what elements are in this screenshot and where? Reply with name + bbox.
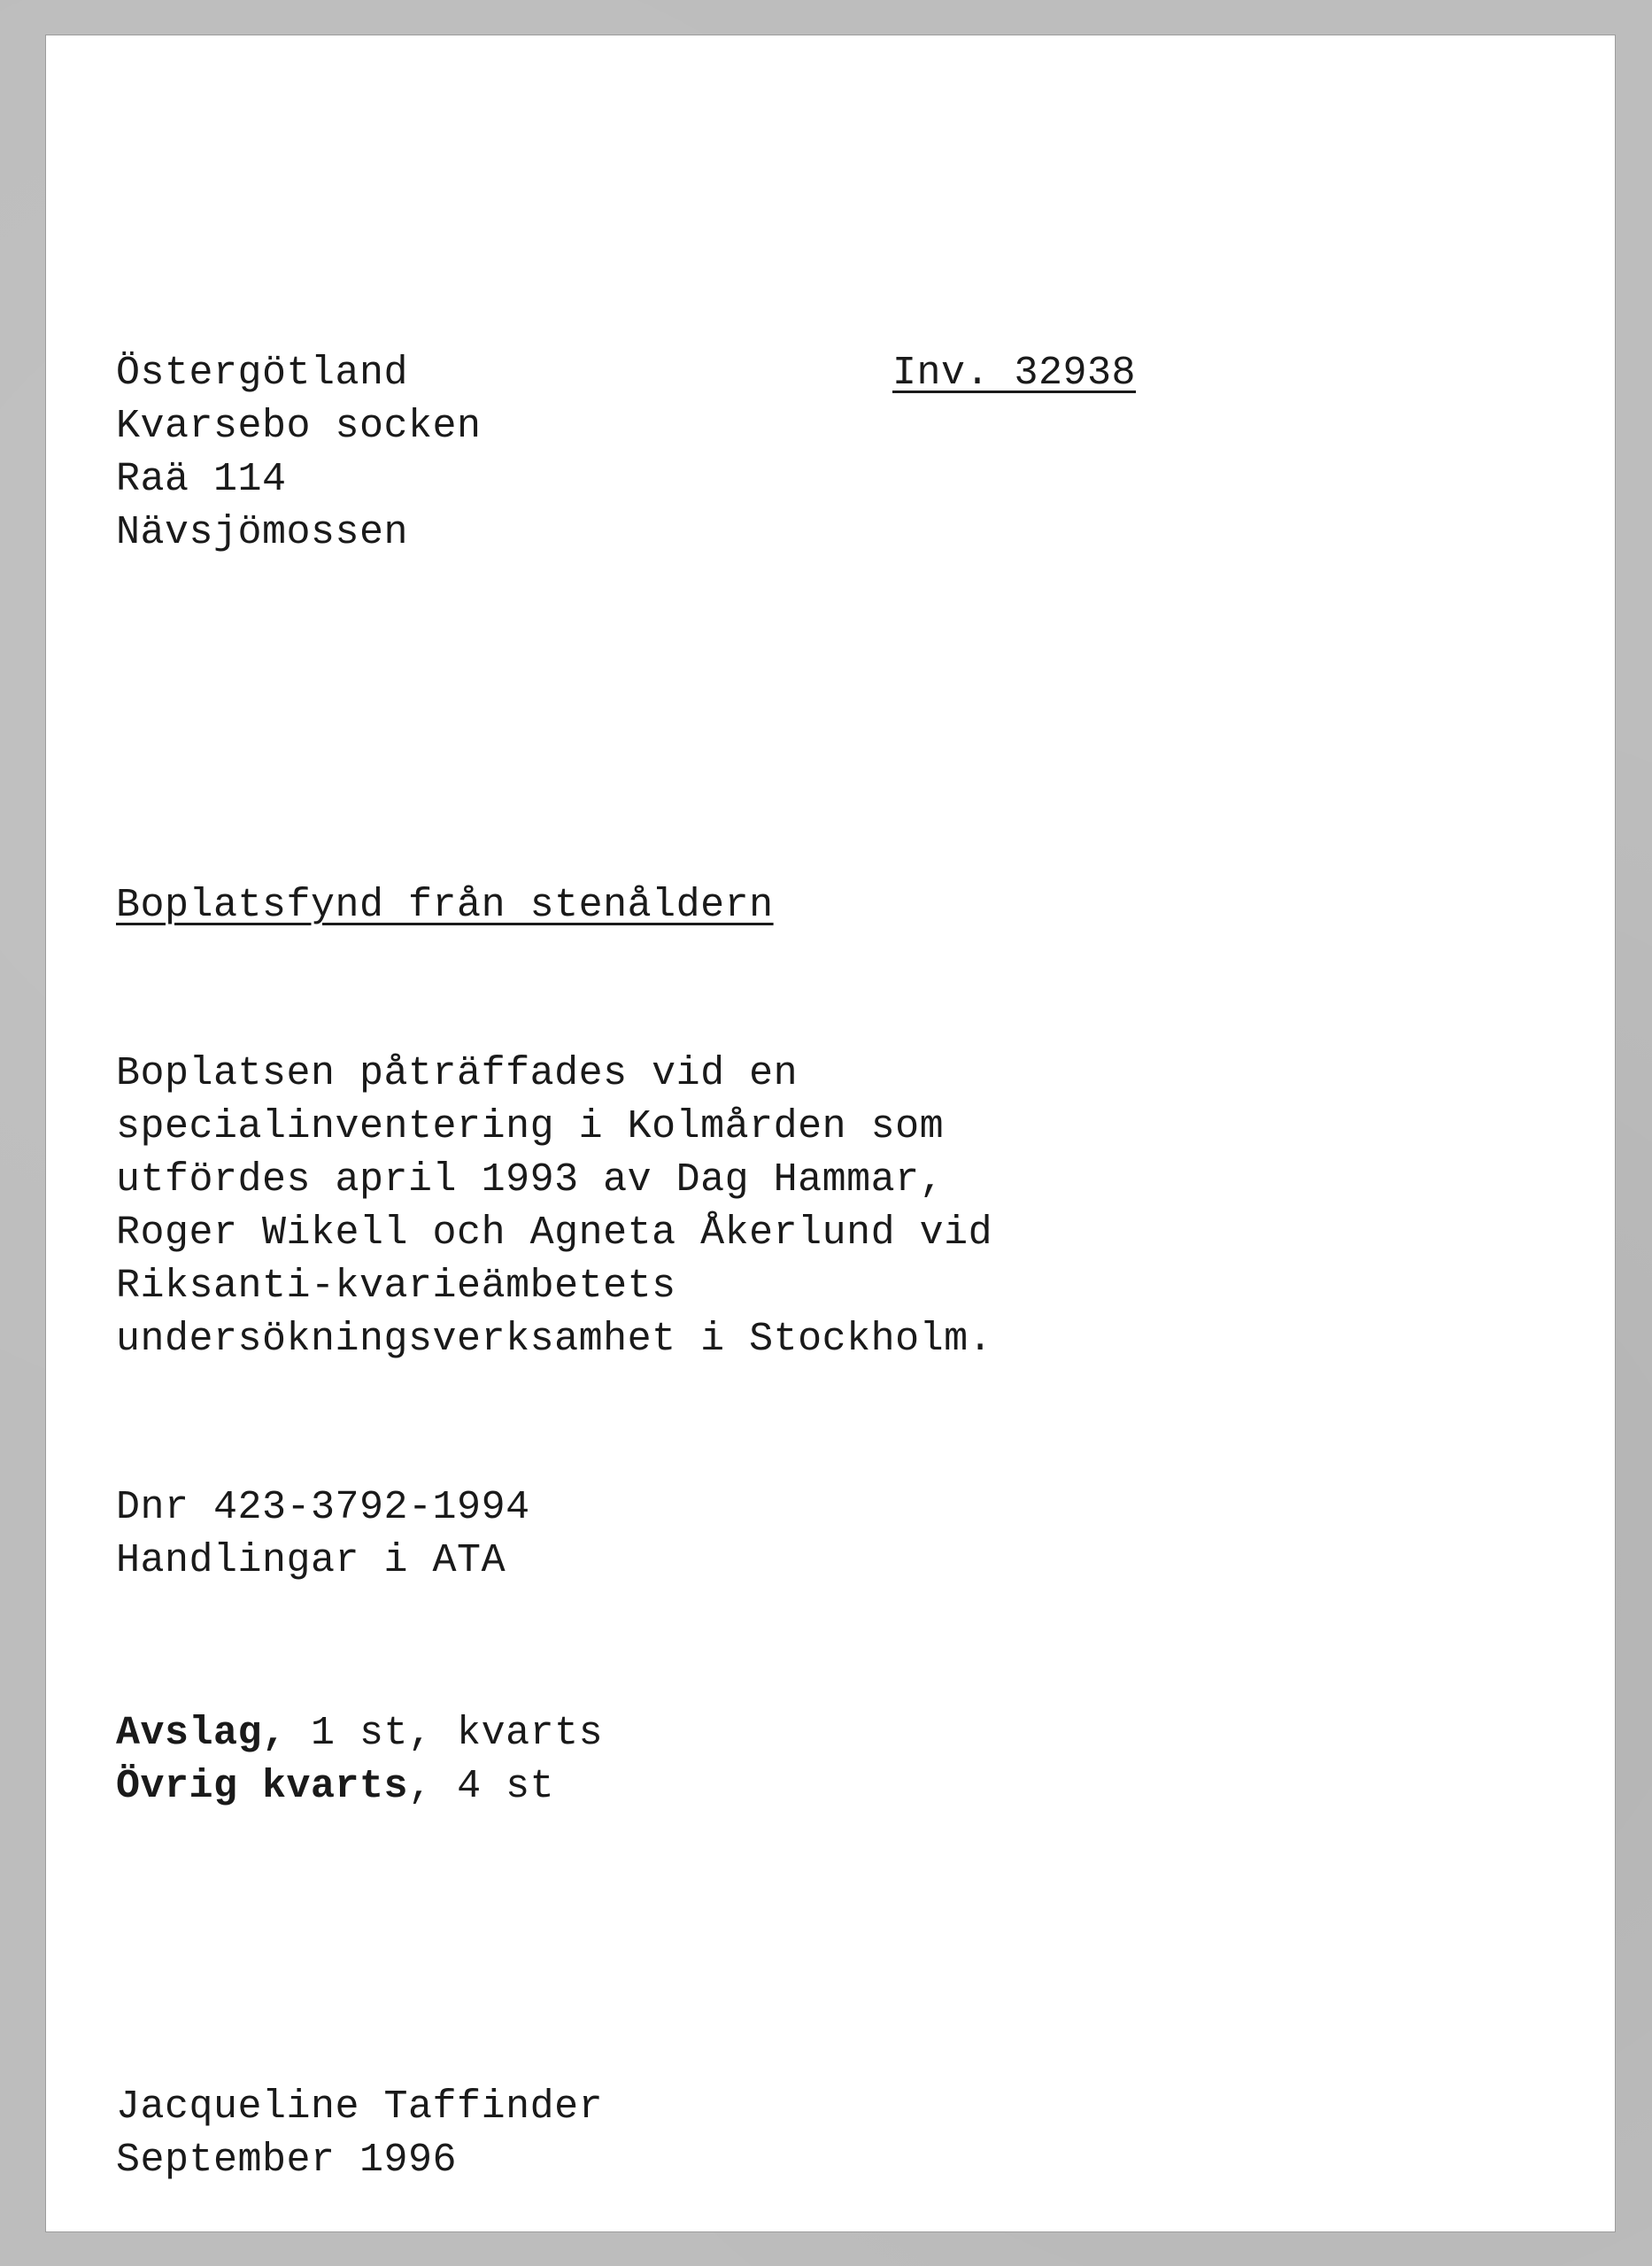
find-name: Övrig kvarts bbox=[116, 1764, 409, 1809]
author-name: Jacqueline Taffinder bbox=[116, 2084, 604, 2130]
body-line: undersökningsverksamhet i Stockholm. bbox=[116, 1317, 993, 1362]
county-label: Östergötland bbox=[116, 351, 409, 396]
document-heading: Boplatsfynd från stenåldern bbox=[116, 883, 774, 928]
document-date: September 1996 bbox=[116, 2138, 458, 2183]
find-detail: 1 st, kvarts bbox=[286, 1711, 604, 1756]
find-item bbox=[116, 1707, 603, 1760]
body-line: Riksanti-kvarieämbetets bbox=[116, 1264, 676, 1309]
find-name: Avslag, bbox=[116, 1711, 287, 1756]
inventory-number: Inv. 32938 bbox=[892, 351, 1137, 396]
body-line: utfördes april 1993 av Dag Hammar, bbox=[116, 1157, 945, 1203]
raa-label: Raä 114 bbox=[116, 457, 287, 502]
find-item bbox=[116, 1760, 554, 1814]
parish-label: Kvarsebo socken bbox=[116, 404, 482, 449]
document-page bbox=[46, 35, 1615, 2231]
find-detail: , 4 st bbox=[408, 1764, 555, 1809]
site-label: Nävsjömossen bbox=[116, 510, 409, 555]
body-line: specialinventering i Kolmården som bbox=[116, 1104, 945, 1149]
dnr-reference: Dnr 423-3792-1994 bbox=[116, 1485, 530, 1530]
archive-reference: Handlingar i ATA bbox=[116, 1538, 506, 1583]
body-line: Boplatsen påträffades vid en bbox=[116, 1051, 799, 1096]
body-line: Roger Wikell och Agneta Åkerlund vid bbox=[116, 1210, 993, 1256]
